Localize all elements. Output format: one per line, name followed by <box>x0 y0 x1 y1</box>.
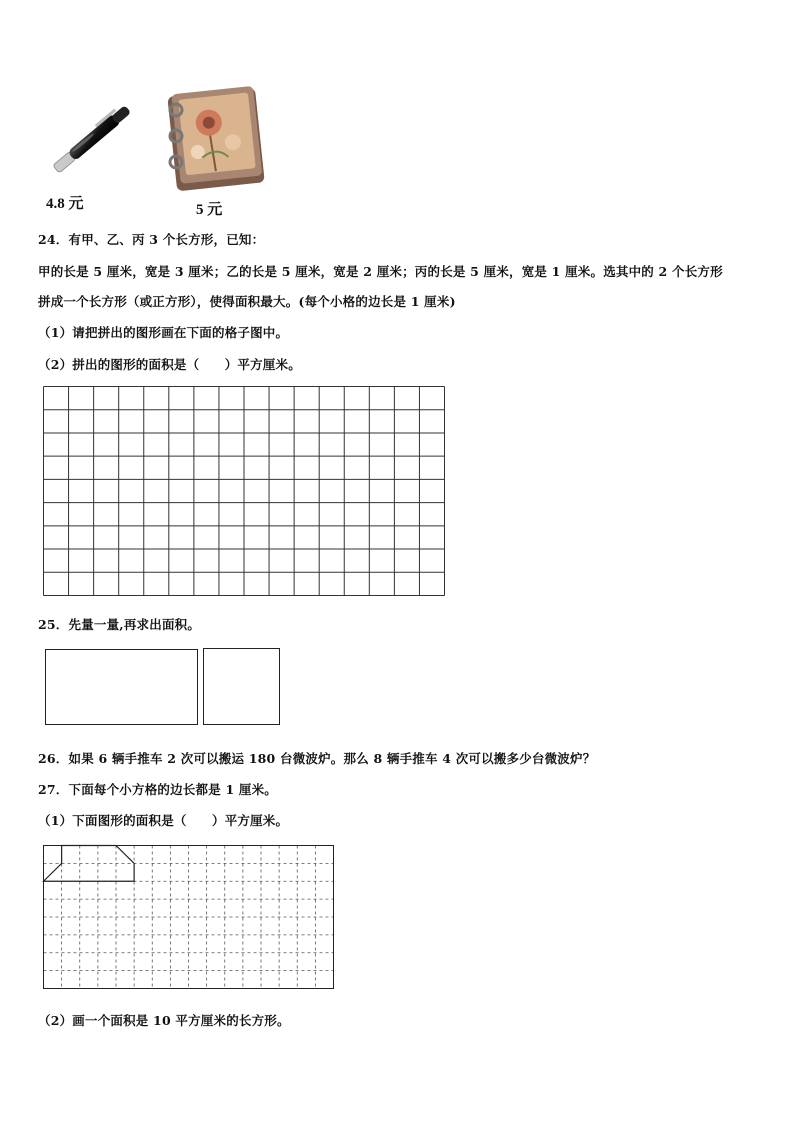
q27-sub1: （1）下面图形的面积是（ ）平方厘米。 <box>38 813 289 828</box>
q24-sub2: （2）拼出的图形的面积是（ ）平方厘米。 <box>38 357 301 372</box>
q26-title: 26．如果 6 辆手推车 2 次可以搬运 180 台微波炉。那么 8 辆手推车 4 次可以搬多少台微波炉？ <box>38 751 596 766</box>
q24-line1: 甲的长是 5 厘米，宽是 3 厘米；乙的长是 5 厘米，宽是 2 厘米；丙的长是 5 厘米，宽是 1 厘米。选其中的 2 个长方形 <box>38 264 723 279</box>
q27-title: 27．下面每个小方格的边长都是 1 厘米。 <box>38 782 277 797</box>
q25-square <box>203 648 280 725</box>
q24-line2: 拼成一个长方形（或正方形），使得面积最大。(每个小格的边长是 1 厘米) <box>38 294 456 309</box>
q24-title: 24．有甲、乙、丙 3 个长方形，已知： <box>38 232 265 247</box>
q25-rectangle <box>45 649 198 725</box>
notebook-image <box>160 86 265 191</box>
pen-image <box>44 95 144 185</box>
q25-title: 25．先量一量,再求出面积。 <box>38 617 201 632</box>
q24-sub1: （1）请把拼出的图形画在下面的格子图中。 <box>38 325 289 340</box>
q24-answer-grid[interactable] <box>43 386 445 596</box>
pen-price: 4.8 元 <box>46 196 84 212</box>
q27-sub2: （2）画一个面积是 10 平方厘米的长方形。 <box>38 1013 290 1028</box>
notebook-price: 5 元 <box>196 202 223 218</box>
q27-dotted-grid[interactable] <box>43 845 335 990</box>
